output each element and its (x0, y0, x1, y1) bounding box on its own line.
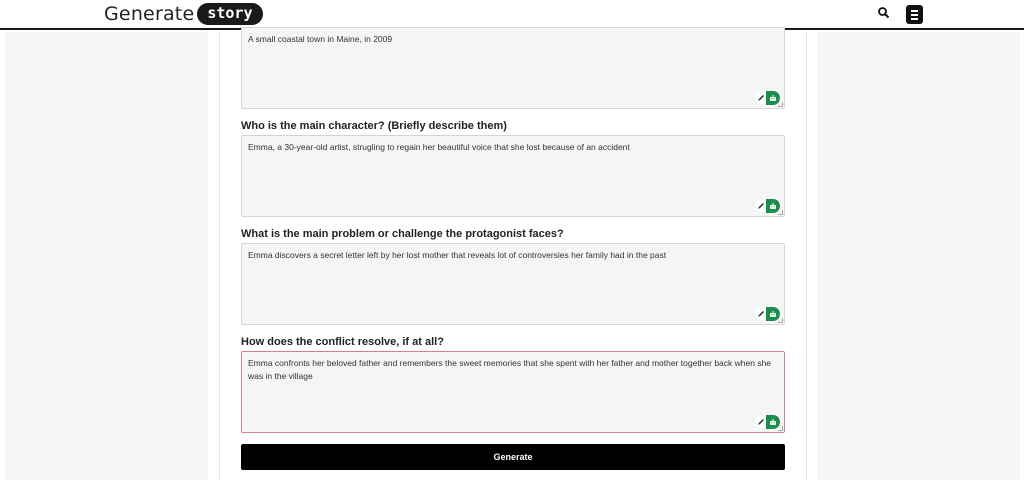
pen-icon[interactable] (755, 308, 766, 320)
field-main-problem (241, 227, 785, 325)
resize-handle[interactable] (778, 426, 783, 431)
resize-handle[interactable] (778, 210, 783, 215)
left-panel (5, 32, 208, 480)
main-character-label: Who is the main character? (Briefly describe them) (241, 120, 507, 132)
resize-handle[interactable] (778, 102, 783, 107)
pen-icon[interactable] (755, 416, 766, 428)
field-setting (241, 27, 785, 109)
logo-word: Generate (104, 3, 195, 25)
header (0, 0, 1024, 30)
main-character-value[interactable]: Emma, a 30-year-old artist, strugling to regain her beautiful voice that she lost because of an accident (248, 142, 630, 152)
menu-icon[interactable] (906, 5, 923, 24)
right-panel (817, 32, 1020, 480)
pen-icon[interactable] (755, 200, 766, 212)
main-character-textarea[interactable] (241, 135, 785, 217)
logo[interactable] (104, 3, 263, 25)
conflict-resolution-label: How does the conflict resolve, if at all? (241, 336, 444, 348)
setting-value[interactable]: A small coastal town in Maine, in 2009 (248, 34, 393, 44)
main-problem-value[interactable]: Emma discovers a secret letter left by her lost mother that reveals lot of controversies her family had in the past (248, 250, 667, 260)
main-problem-textarea[interactable] (241, 243, 785, 325)
logo-pill: story (197, 3, 262, 25)
conflict-resolution-value[interactable]: Emma confronts her beloved father and remembers the sweet memories that she spent with her father and mother together back when she was in the village (248, 358, 772, 381)
main-problem-label: What is the main problem or challenge the protagonist faces? (241, 228, 564, 240)
generate-button[interactable]: Generate (241, 444, 785, 470)
resize-handle[interactable] (778, 318, 783, 323)
conflict-resolution-textarea[interactable] (241, 351, 785, 433)
search-icon[interactable] (877, 6, 891, 20)
pen-icon[interactable] (755, 92, 766, 104)
field-conflict-resolution (241, 335, 785, 433)
setting-textarea[interactable] (241, 27, 785, 109)
field-main-character (241, 119, 785, 217)
